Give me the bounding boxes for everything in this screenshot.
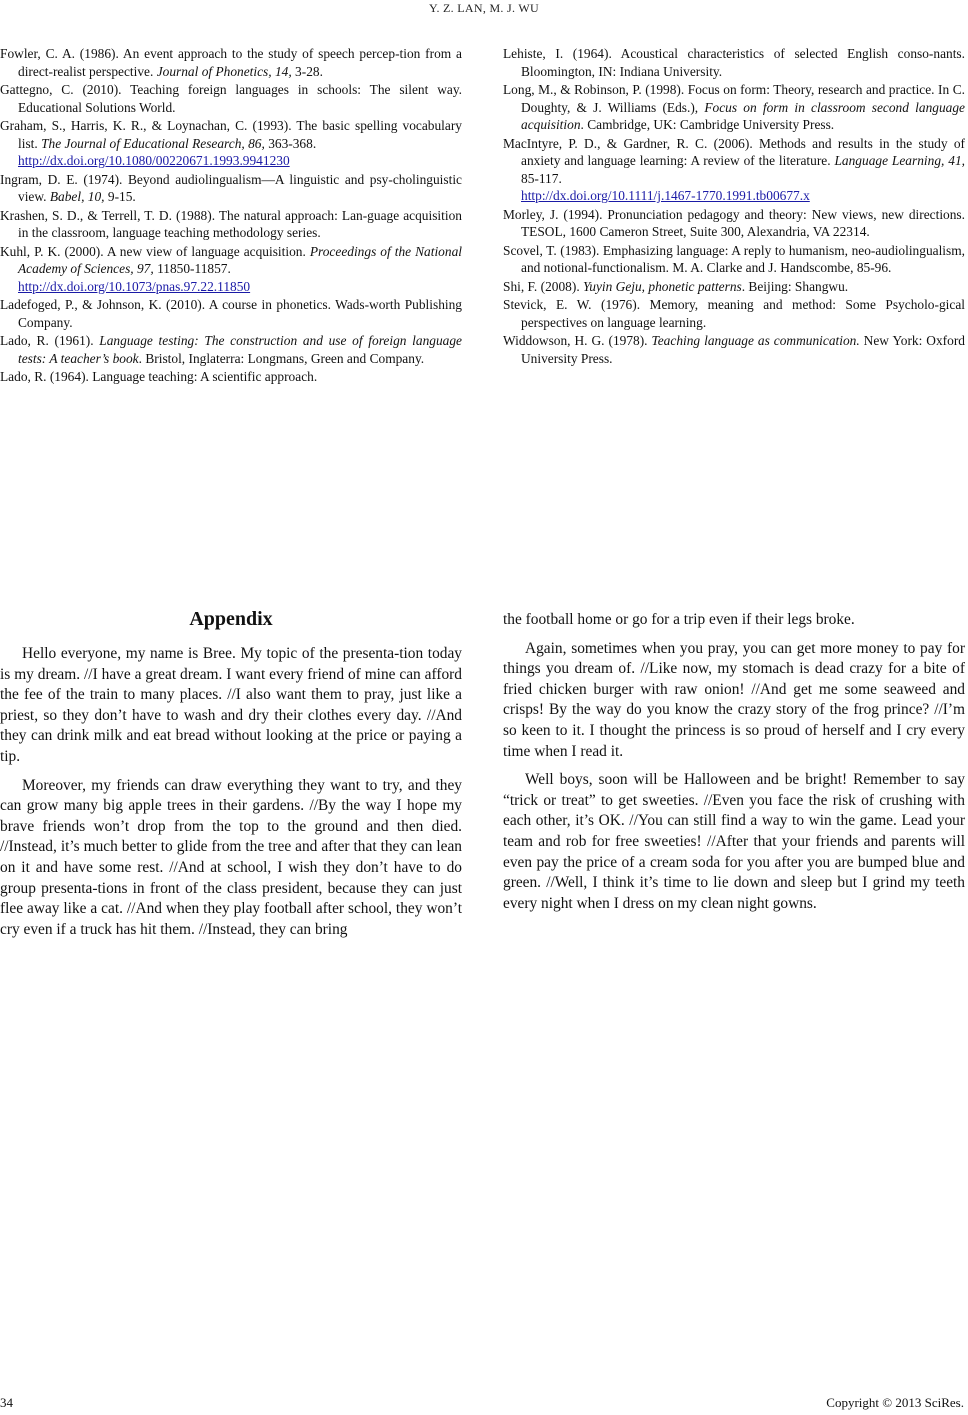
running-head: Y. Z. LAN, M. J. WU xyxy=(429,1,539,15)
reference-entry: Krashen, S. D., & Terrell, T. D. (1988). The natural approach: Lan-guage acquisition in the classroom, language teaching methodology series. xyxy=(0,207,462,240)
reference-entry: Ingram, D. E. (1974). Beyond audiolingualism—A linguistic and psy-cholinguistic view. Babel, 10, 9-15. xyxy=(0,171,462,204)
references-left-column xyxy=(0,45,462,387)
page-number: 34 xyxy=(0,1395,13,1410)
reference-entry: Scovel, T. (1983). Emphasizing language: A reply to humanism, neo-audiolingualism, and notional-functionalism. M. A. Clarke and J. Handscombe, 85-96. xyxy=(503,242,965,275)
appendix-left-column xyxy=(0,606,462,948)
doi-link[interactable]: http://dx.doi.org/10.1080/00220671.1993.9941230 xyxy=(18,153,290,168)
doi-link[interactable]: http://dx.doi.org/10.1073/pnas.97.22.11850 xyxy=(18,278,251,294)
reference-entry: Fowler, C. A. (1986). An event approach to the study of speech percep-tion from a direct-realist perspective. Journal of Phonetics, 14, 3-28. xyxy=(0,46,462,79)
reference-entry: Morley, J. (1994). Pronunciation pedagogy and theory: New views, new directions. TESOL, 1600 Cameron Street, Suite 300, Alexandria, VA 22314. xyxy=(503,206,965,239)
reference-entry: Lehiste, I. (1964). Acoustical characteristics of selected English conso-nants. Bloomington, IN: Indiana University. xyxy=(503,46,965,79)
reference-entry: Graham, S., Harris, K. R., & Loynachan, C. (1993). The basic spelling vocabulary list. The Journal of Educational Research, 86, 363-368. http://dx.doi.org/10.1080/00220671.1993.9941230 xyxy=(0,118,462,168)
reference-entry: Ladefoged, P., & Johnson, K. (2010). A course in phonetics. Wads-worth Publishing Company. xyxy=(0,297,462,330)
appendix-paragraph: Hello everyone, my name is Bree. My topic of the presenta-tion today is my dream. //I have a great dream. I want every friend of mine can afford the fee of the train to many places. //I also want them to pray, just like a priest, so they don’t have to wash and dry their clothes every day. //And they can drink milk and eat bread without looking at the price or paying a tip. xyxy=(0,645,462,765)
reference-entry: Shi, F. (2008). Yuyin Geju, phonetic patterns. Beijing: Shangwu. xyxy=(503,278,849,294)
appendix-paragraph-continued: the football home or go for a trip even if their legs broke. xyxy=(503,611,855,628)
appendix-right-column xyxy=(503,610,965,922)
doi-link[interactable]: http://dx.doi.org/10.1111/j.1467-1770.1991.tb00677.x xyxy=(521,188,810,203)
copyright-notice: Copyright © 2013 SciRes. xyxy=(826,1395,964,1410)
references-right-column xyxy=(503,45,965,368)
appendix-paragraph: Well boys, soon will be Halloween and be bright! Remember to say “trick or treat” to get sweeties. //Even you face the risk of crushing with each other, it’s OK. //You can still find a way to win the game. Lead your team and rob for free sweeties! //After that your friends and parents will even pay the price of a cream soda for you after you are bumped blue and green. //Well, I think it’s time to lie down and sleep but I grind my teeth every night when I dress on my clean night gowns. xyxy=(503,771,965,912)
reference-entry: Lado, R. (1961). Language testing: The construction and use of foreign language tests: A teacher’s book. Bristol, Inglaterra: Longmans, Green and Company. xyxy=(0,333,462,366)
reference-entry: Long, M., & Robinson, P. (1998). Focus on form: Theory, research and practice. In C. Doughty, & J. Williams (Eds.), Focus on form in classroom second language acquisition. Cambridge, UK: Cambridge University Press. xyxy=(503,82,965,132)
reference-entry: Lado, R. (1964). Language teaching: A scientific approach. xyxy=(0,369,318,384)
appendix-title: Appendix xyxy=(189,608,273,630)
reference-entry: Gattegno, C. (2010). Teaching foreign languages in schools: The silent way. Educational Solutions World. xyxy=(0,82,462,115)
reference-entry: Stevick, E. W. (1976). Memory, meaning and method: Some Psycholo-gical perspectives on language learning. xyxy=(503,297,965,330)
appendix-paragraph: Moreover, my friends can draw everything they want to try, and they can grow many big apple trees in their gardens. //By the way I hope my brave friends won’t drop from the top to the ground and then died. //Instead, it’s much better to glide from the tree and after that they can lean on it and have some rest. //And at school, I wish they don’t have to do group presenta-tions in front of the class president, because they can just flee away like a cat. //And when they play football after school, they won’t cry even if a truck has hit them. //Instead, they can bring xyxy=(0,776,462,938)
appendix-paragraph: Again, sometimes when you pray, you can get more money to pay for things you dream of. //Like now, my stomach is dead crazy for a bite of fried chicken burger with raw onion! //And get me some seaweed and crisps! By the way do you know the crazy story of the frog prince? //I’m so keen to it. I thought the princess is so proud of herself and I cry every time when I read it. xyxy=(503,639,965,760)
reference-entry: Kuhl, P. K. (2000). A new view of language acquisition. Proceedings of the National Academy of Sciences, 97, 11850-11857. http://dx.doi.org/10.1073/pnas.97.22.11850 xyxy=(0,243,462,294)
reference-entry: Widdowson, H. G. (1978). Teaching language as communication. New York: Oxford University Press. xyxy=(503,333,965,366)
reference-entry: MacIntyre, P. D., & Gardner, R. C. (2006). Methods and results in the study of anxiety and language learning: A review of the literature. Language Learning, 41, 85-117. http://dx.doi.org/10.1111/j.1467-1770.1991.tb00677.x xyxy=(503,135,965,203)
